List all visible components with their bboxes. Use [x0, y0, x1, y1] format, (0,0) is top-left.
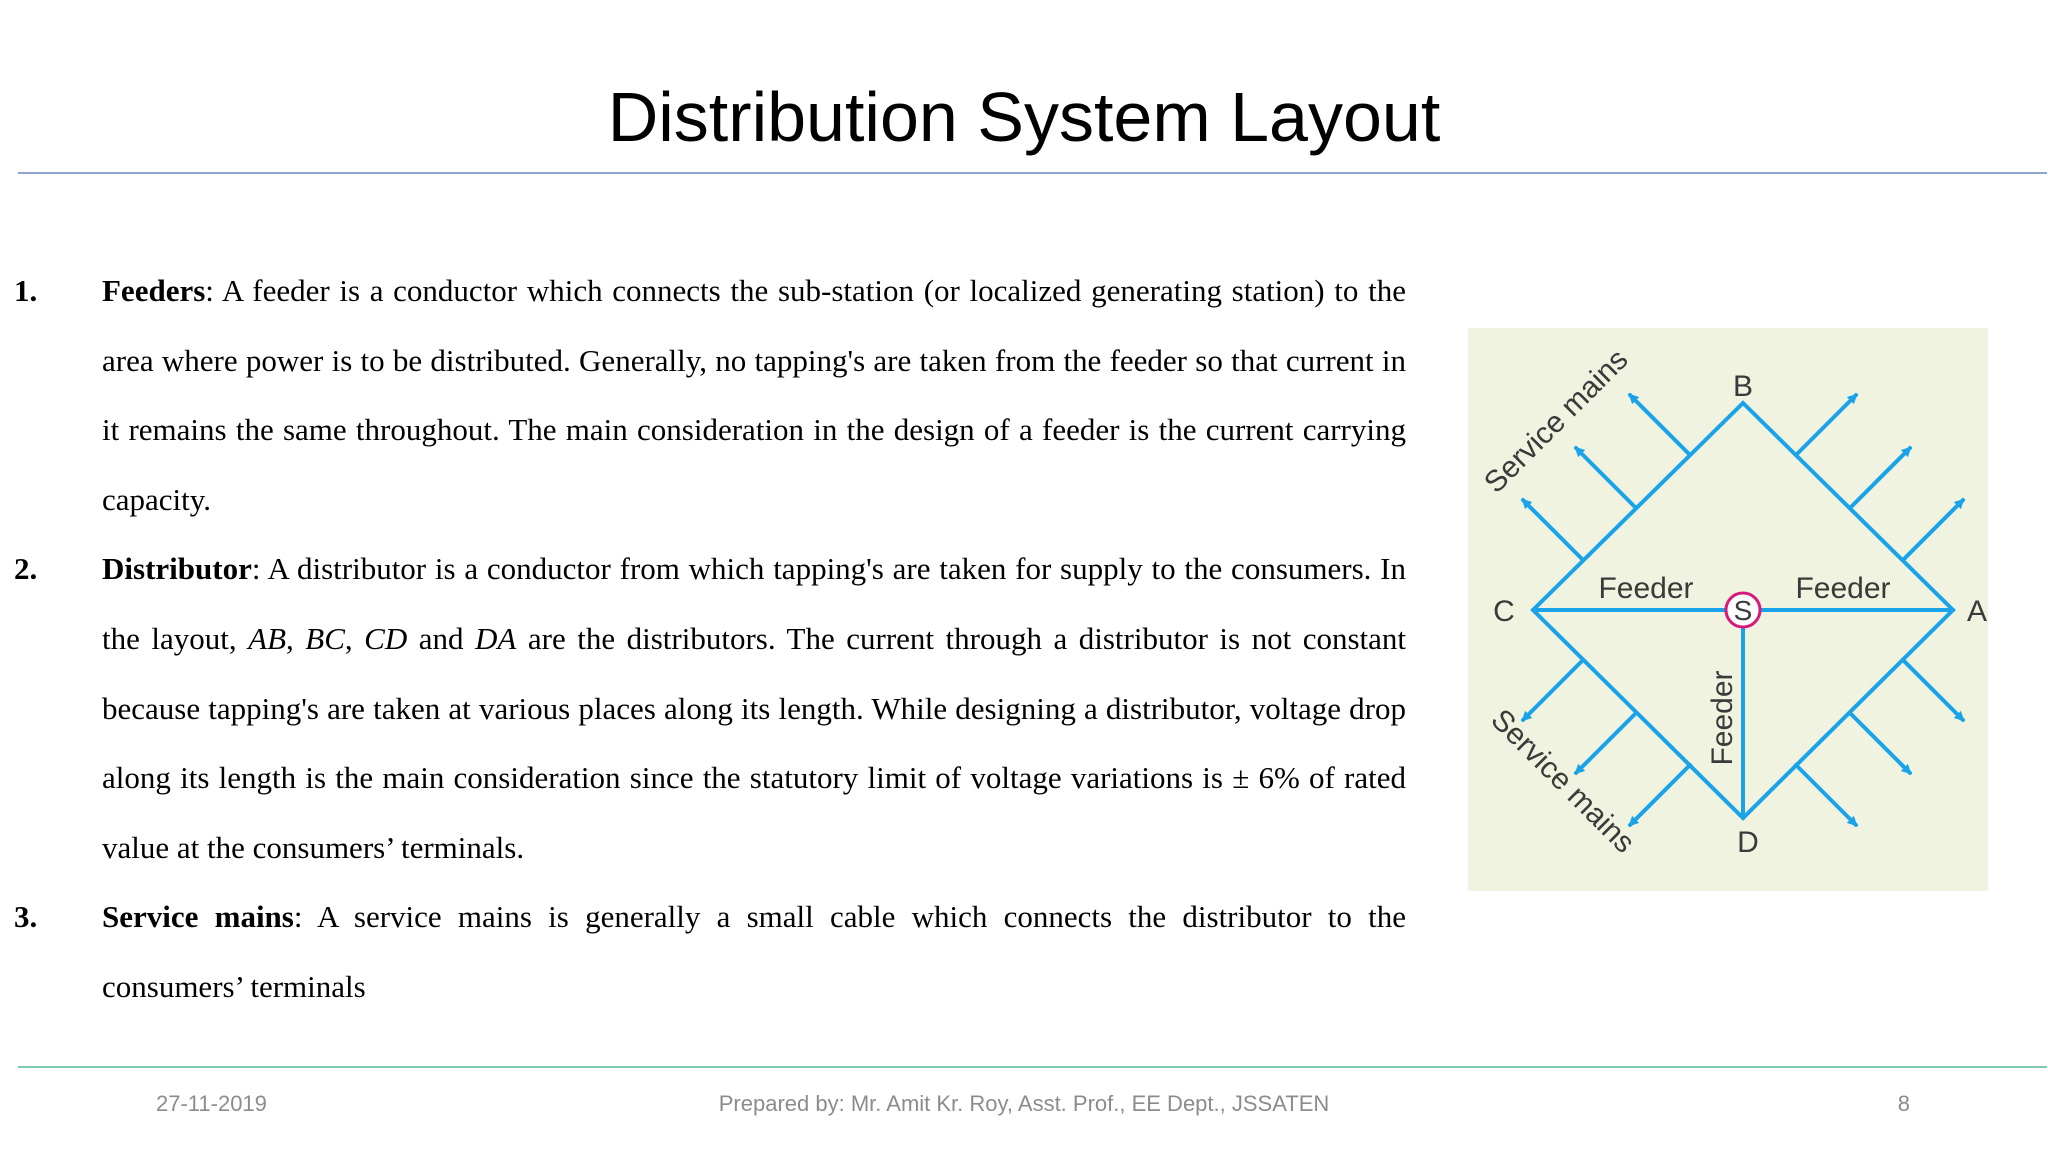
- node-label-a: A: [1966, 595, 1988, 628]
- distributor-da: DA: [475, 620, 517, 656]
- service-mains-label-top: Service mains: [1478, 343, 1635, 500]
- title-divider: [18, 172, 2047, 174]
- item-paragraph: [102, 256, 1406, 534]
- list-item-feeders: [14, 256, 1406, 534]
- service-main-arrow: [1903, 500, 1963, 560]
- list-item-distributor: [14, 534, 1406, 882]
- item-term: Feeders: [102, 273, 206, 308]
- page-number: 8: [1897, 1091, 1910, 1116]
- diagram-svg: [1468, 328, 1988, 891]
- distributor-bc: BC: [305, 620, 345, 656]
- distributor-cd: CD: [364, 620, 408, 656]
- separator: and: [407, 620, 476, 656]
- service-main-arrow: [1903, 660, 1963, 720]
- item-text: : A feeder is a conductor which connects the sub-station (or localized generating station) to the area where power is to be distributed. Generally, no tapping's are taken from the feeder so that current in it remains the same throughout. The main consideration in the design of a feeder is the current carrying capacity.: [102, 273, 1406, 517]
- service-main-arrow: [1850, 448, 1910, 508]
- feeder-label-right: Feeder: [1795, 572, 1891, 605]
- service-main-arrow: [1576, 713, 1636, 773]
- feeder-label-left: Feeder: [1598, 572, 1694, 605]
- item-text: : A distributor is a conductor from which tapping's are taken for supply to the consumers. In the layout,: [102, 551, 1406, 656]
- item-number: 3.: [14, 899, 38, 935]
- service-main-arrow: [1630, 395, 1690, 455]
- separator: ,: [344, 620, 365, 656]
- item-paragraph: [102, 534, 1406, 882]
- footer-divider: [18, 1066, 2047, 1068]
- service-main-arrow: [1576, 448, 1636, 508]
- service-main-arrow: [1630, 765, 1690, 825]
- service-main-arrow: [1796, 765, 1856, 825]
- node-label-d: D: [1737, 826, 1759, 859]
- node-label-b: B: [1732, 370, 1754, 403]
- item-term: Service mains: [102, 899, 294, 935]
- feeder-label-down: Feeder: [1706, 670, 1739, 766]
- item-paragraph: [102, 882, 1406, 1021]
- footer-date: 27-11-2019: [156, 1091, 267, 1116]
- item-term: Distributor: [102, 551, 252, 587]
- service-main-arrow: [1523, 500, 1583, 560]
- service-mains-label-bottom: Service mains: [1484, 703, 1641, 860]
- footer-prepared-by: Prepared by: Mr. Amit Kr. Roy, Asst. Prof., EE Dept., JSSATEN: [718, 1091, 1330, 1116]
- substation-label: S: [1733, 595, 1753, 626]
- item-text: are the distributors. The current through a distributor is not constant because tapping's are taken at various places along its length. While designing a distributor, voltage drop along its length is the main consideration since the statutory limit of voltage variations is ± 6% of rated value at the consumers’ terminals.: [102, 620, 1407, 865]
- separator: ,: [286, 620, 306, 656]
- service-main-arrow: [1850, 713, 1910, 773]
- distributor-ab: AB: [248, 620, 287, 656]
- item-number: 1.: [14, 273, 38, 308]
- service-main-arrow: [1523, 660, 1583, 720]
- slide-title: Distribution System Layout: [607, 78, 1441, 156]
- node-label-c: C: [1493, 595, 1515, 628]
- item-number: 2.: [14, 551, 38, 587]
- definition-list: [14, 256, 1406, 1022]
- distribution-layout-diagram: [1468, 328, 1988, 891]
- service-main-arrow: [1796, 395, 1856, 455]
- item-text: : A service mains is generally a small cable which connects the distributor to the consumers’ terminals: [102, 899, 1406, 1004]
- list-item-service-mains: [14, 882, 1406, 1021]
